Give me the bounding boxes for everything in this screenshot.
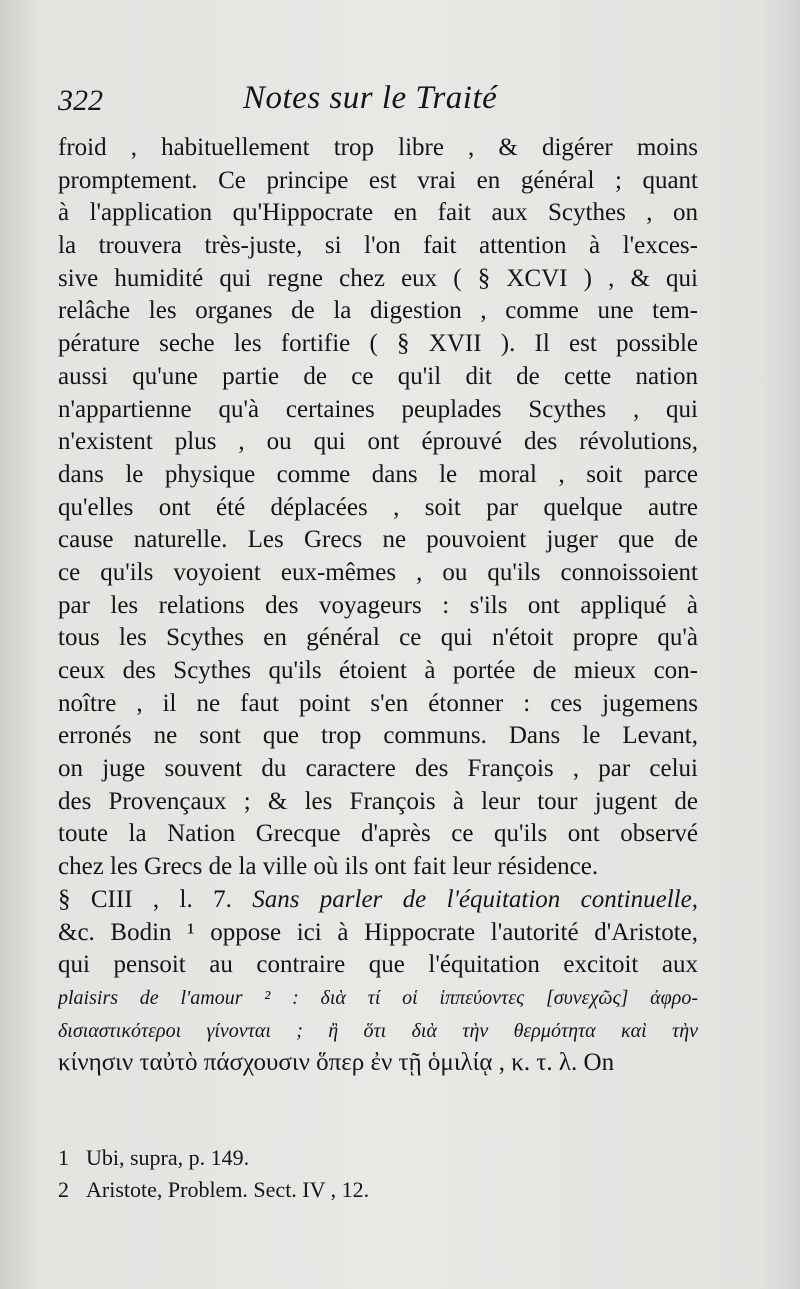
text-line: à l'application qu'Hippocrate en fait aux Scythes , on [58, 199, 698, 227]
text-line: des Provençaux ; & les François à leur tour jugent de [58, 787, 698, 815]
text-segment: § CIII , l. 7. [58, 885, 253, 913]
text-line: sive humidité qui regne chez eux ( § XCVI ) , & qui [58, 264, 698, 292]
footnotes [58, 1142, 698, 1206]
text-line: froid , habituellement trop libre , & digérer moins [58, 134, 698, 161]
text-line: κίνησιν ταὐτὸ πάσχουσιν ὅπερ ἐν τῇ ὁμιλίᾳ , κ. τ. λ. On [58, 1049, 615, 1077]
text-segment-italic: Sans parler de l'équitation continuelle, [252, 885, 698, 913]
text-line: chez les Grecs de la ville où ils ont fait leur résidence. [58, 853, 599, 881]
text-line: on juge souvent du caractere des François , par celui [58, 755, 698, 783]
text-line: ceux des Scythes qu'ils étoient à portée de mieux con- [58, 657, 698, 684]
text-line: δισιαστικότεροι γίνονται ; ἢ ὅτι διὰ τὴν θερμότητα καὶ τὴν [58, 1019, 698, 1042]
text-line: par les relations des voyageurs : s'ils ont appliqué à [58, 591, 698, 619]
footnote-text: Aristote, Problem. Sect. IV , 12. [86, 1177, 370, 1202]
text-line: &c. Bodin ¹ oppose ici à Hippocrate l'autorité d'Aristote, [58, 918, 698, 946]
text-line: qu'elles ont été déplacées , soit par quelque autre [58, 493, 698, 521]
page-header [58, 78, 698, 122]
body-text [58, 132, 698, 1080]
text-line: qui pensoit au contraire que l'équitation excitoit aux [58, 951, 698, 979]
text-line: relâche les organes de la digestion , comme une tem- [58, 297, 698, 325]
text-line: n'appartienne qu'à certaines peuplades Scythes , qui [58, 395, 698, 423]
page-number: 322 [58, 84, 103, 117]
footnote [58, 1174, 698, 1206]
text-line: la trouvera très-juste, si l'on fait attention à l'exces- [58, 232, 698, 260]
text-line: promptement. Ce principe est vrai en général ; quant [58, 166, 698, 194]
footnote-number: 2 [58, 1177, 69, 1202]
text-line: aussi qu'une partie de ce qu'il dit de cette nation [58, 362, 698, 390]
footnote-text: Ubi, supra, p. 149. [86, 1145, 250, 1170]
text-line: dans le physique comme dans le moral , soit parce [58, 460, 698, 488]
text-line: toute la Nation Grecque d'après ce qu'ils ont observé [58, 820, 698, 848]
text-line: cause naturelle. Les Grecs ne pouvoient juger que de [58, 526, 698, 554]
text-line: plaisirs de l'amour ² : διὰ τί οἱ ἱππεύοντες [συνεχῶς] ἀφρο- [58, 986, 698, 1009]
text-line: noître , il ne faut point s'en étonner : ces jugemens [58, 689, 698, 717]
text-line: n'existent plus , ou qui ont éprouvé des révolutions, [58, 428, 698, 456]
footnote-number: 1 [58, 1145, 69, 1170]
running-title: Notes sur le Traité [243, 80, 498, 116]
text-line: erronés ne sont que trop communs. Dans le Levant, [58, 722, 698, 750]
text-line: tous les Scythes en général ce qui n'étoit propre qu'à [58, 624, 698, 652]
footnote [58, 1142, 698, 1174]
text-line: ce qu'ils voyoient eux-mêmes , ou qu'ils connoissoient [58, 558, 698, 586]
text-line: pérature seche les fortifie ( § XVII ). Il est possible [58, 330, 698, 358]
text-line [58, 884, 698, 917]
